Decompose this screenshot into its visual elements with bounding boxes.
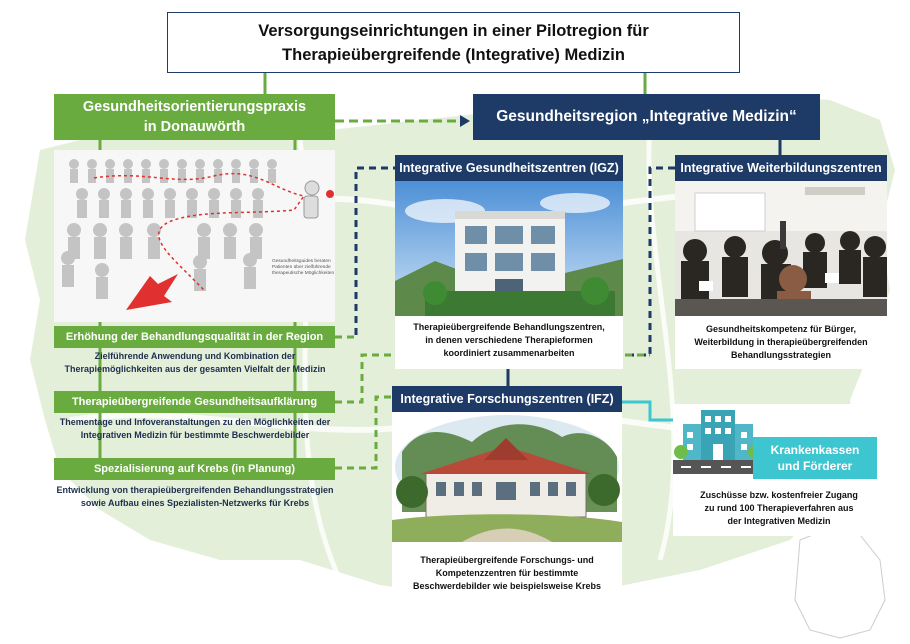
praxis-item-2-desc — [40, 416, 350, 442]
illustration-caption-line1: Gesundheitsguides beraten — [272, 259, 331, 264]
illustration-caption-line2: Patienten über zielführende — [272, 265, 331, 270]
iwz-classroom-photo — [675, 181, 887, 316]
germany-outline — [795, 528, 885, 638]
main-title — [167, 12, 740, 73]
figure-group-row3 — [67, 223, 263, 259]
praxis-item-2-desc-line2: Integrativen Medizin für bestimmte Beschwerdebilder — [80, 430, 310, 440]
igz-desc — [395, 321, 623, 360]
ifz-panel — [392, 412, 622, 604]
krankenkassen-label-line2: und Förderer — [777, 459, 853, 473]
iwz-desc-line3: Behandlungsstrategien — [730, 350, 831, 360]
krankenkassen-desc-line1: Zuschüsse bzw. kostenfreier Zugang — [700, 490, 858, 500]
igz-building-photo — [395, 181, 623, 316]
krankenkassen-desc-line2: zu rund 100 Therapieverfahren aus — [704, 503, 854, 513]
praxis-heading — [54, 94, 335, 140]
ifz-desc-line1: Therapieübergreifende Forschungs- und — [420, 555, 594, 565]
praxis-item-1-desc — [40, 350, 350, 376]
ifz-desc-line2: Kompetenzzentren für bestimmte — [435, 568, 579, 578]
praxis-item-3-desc — [40, 484, 350, 510]
krankenkassen-label-line1: Krankenkassen — [770, 443, 860, 457]
illustration-caption-line3: therapeutische Möglichkeiten — [272, 271, 335, 276]
praxis-item-1-desc-line1: Zielführende Anwendung und Kombination der — [94, 351, 296, 361]
iwz-desc — [675, 323, 887, 362]
iwz-desc-line2: Weiterbildung in therapieübergreifenden — [694, 337, 868, 347]
main-title-line2: Therapieübergreifende (Integrative) Medizin — [282, 46, 625, 64]
ifz-desc — [392, 554, 622, 593]
praxis-illustration — [54, 150, 335, 322]
praxis-item-1-label: Erhöhung der Behandlungsqualität in der Region — [54, 326, 335, 348]
guide-figure — [304, 181, 319, 218]
red-arrow — [126, 274, 178, 310]
praxis-heading-line1: Gesundheitsorientierungspraxis — [82, 99, 307, 115]
igz-desc-line3: koordiniert zusammenarbeiten — [443, 348, 575, 358]
igz-desc-line2: in denen verschiedene Therapieformen — [425, 335, 593, 345]
praxis-item-3-desc-line2: sowie Aufbau eines Spezialisten-Netzwerks für Krebs — [80, 498, 310, 508]
main-title-line1: Versorgungseinrichtungen in einer Pilotregion für — [258, 22, 649, 40]
ifz-desc-line3: Beschwerdebilder wie beispielsweise Krebs — [412, 581, 602, 591]
praxis-item-1-desc-line2: Therapiemöglichkeiten aus der gesamten Vielfalt der Medizin — [64, 364, 326, 374]
praxis-item-2-label: Therapieübergreifende Gesundheitsaufklärung — [54, 391, 335, 413]
krankenkassen-label — [753, 437, 877, 479]
praxis-heading-line2: in Donauwörth — [143, 119, 246, 135]
iwz-desc-line1: Gesundheitskompetenz für Bürger, — [705, 324, 857, 334]
iwz-panel — [675, 181, 887, 369]
praxis-item-3-label: Spezialisierung auf Krebs (in Planung) — [54, 458, 335, 480]
praxis-item-3-desc-line1: Entwicklung von therapieübergreifenden Behandlungsstrategien — [56, 485, 334, 495]
figures-illustration — [54, 150, 335, 322]
igz-desc-line1: Therapieübergreifende Behandlungszentren, — [413, 322, 605, 332]
hospital-icon — [673, 404, 763, 476]
ifz-manor-illustration — [392, 412, 622, 542]
igz-panel — [395, 181, 623, 369]
iwz-label: Integrative Weiterbildungszentren — [675, 155, 887, 181]
figure-group-row2 — [76, 188, 264, 218]
igz-label: Integrative Gesundheitszentren (IGZ) — [395, 155, 623, 181]
krankenkassen-desc — [673, 489, 885, 528]
krankenkassen-desc-line3: der Integrativen Medizin — [727, 516, 831, 526]
praxis-item-2-desc-line1: Thementage und Infoveranstaltungen zu den Möglichkeiten der — [59, 417, 331, 427]
region-heading: Gesundheitsregion „Integrative Medizin“ — [473, 94, 820, 140]
ifz-label: Integrative Forschungszentren (IFZ) — [392, 386, 622, 412]
